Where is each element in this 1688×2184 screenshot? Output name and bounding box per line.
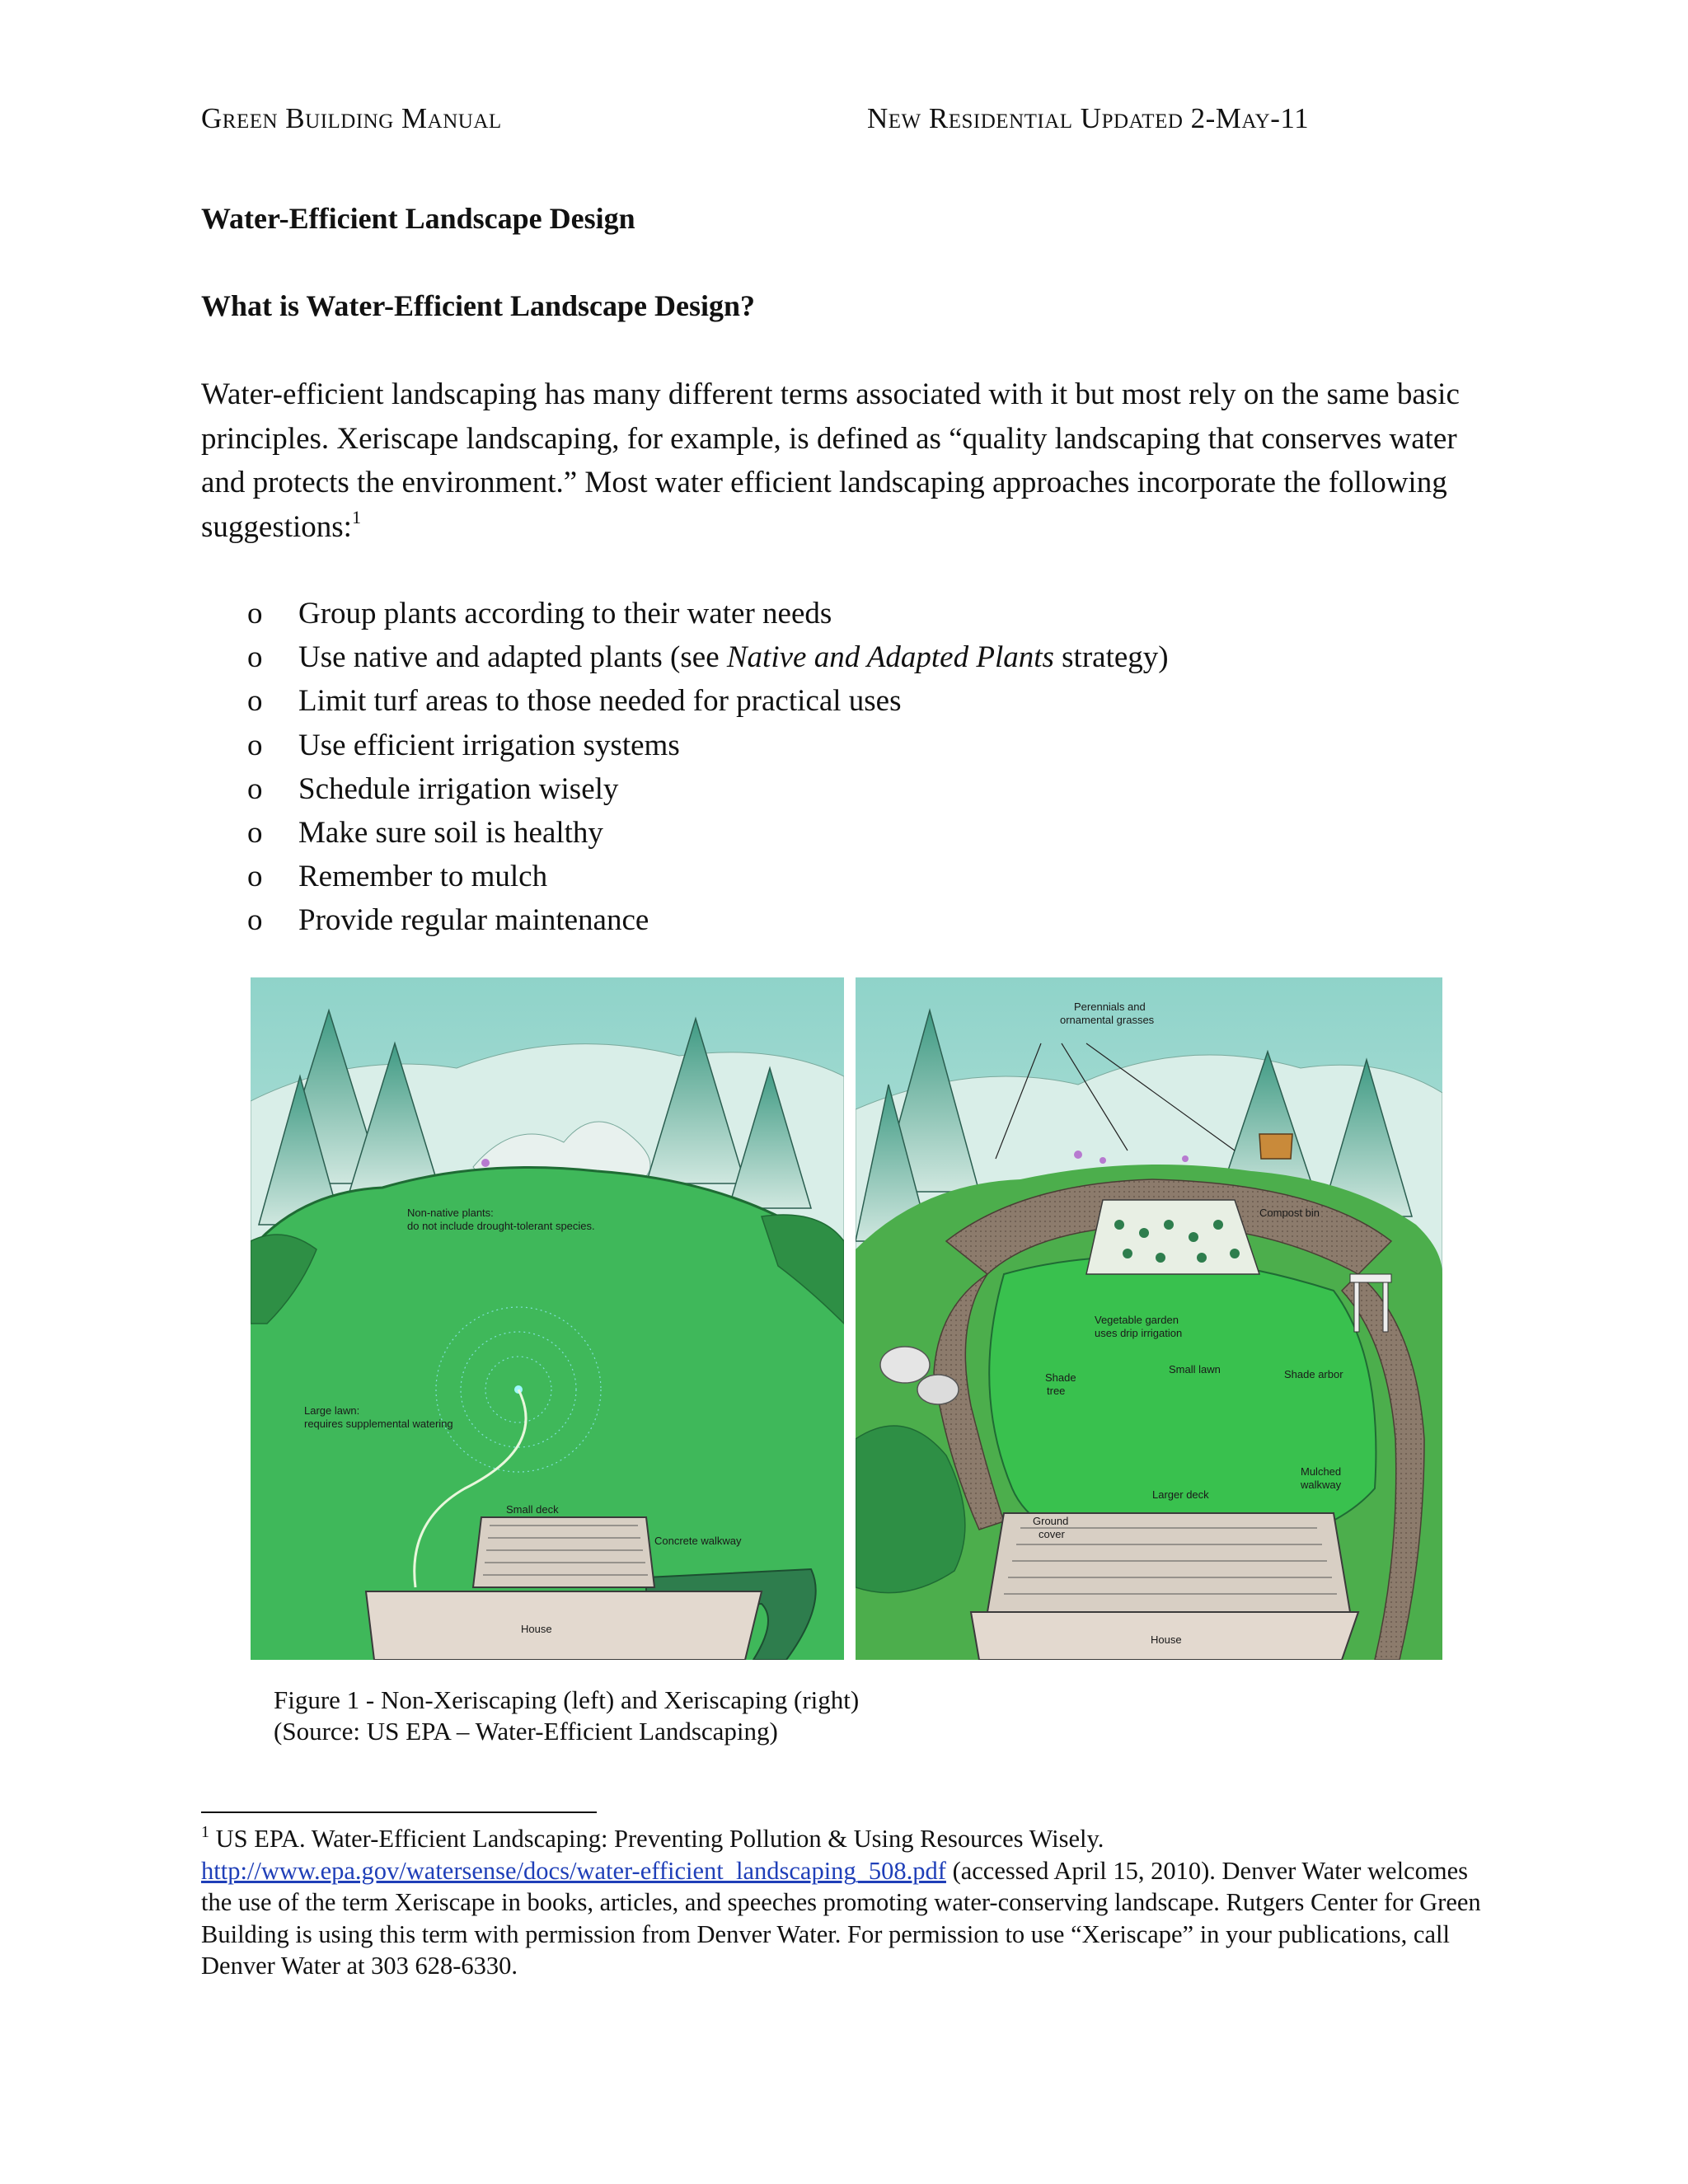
bullet-marker: o (247, 684, 263, 719)
label-vegetable-garden-2: uses drip irrigation (1095, 1327, 1183, 1339)
caption-line-2: (Source: US EPA – Water-Efficient Landscaping) (274, 1717, 778, 1746)
label-compost-bin: Compost bin (1259, 1207, 1320, 1219)
footnote-ref[interactable]: 1 (351, 506, 361, 527)
section-title: Water-Efficient Landscape Design (201, 202, 635, 235)
xeriscape-drawing (856, 977, 1442, 1660)
list-item: o Make sure soil is healthy (201, 811, 1169, 855)
label-concrete-walkway: Concrete walkway (654, 1535, 742, 1547)
label-house: House (521, 1623, 552, 1635)
xeriscape-illustration (856, 977, 1442, 1660)
intro-paragraph (201, 373, 1503, 549)
strategy-reference: Native and Adapted Plants (726, 640, 1054, 675)
footnote (201, 1823, 1503, 1982)
label-shade-tree-1: Shade (1045, 1371, 1076, 1384)
label-ground-cover-1: Ground (1033, 1515, 1069, 1527)
footnote-text-1: US EPA. Water-Efficient Landscaping: Preventing Pollution & Using Resources Wisely. (209, 1825, 1104, 1853)
label-perennials-2: ornamental grasses (1060, 1014, 1155, 1026)
list-item: o Use native and adapted plants (see Native and Adapted Plants strategy) (201, 635, 1169, 679)
epa-document-link[interactable]: http://www.epa.gov/watersense/docs/water-efficient_landscaping_508.pdf (201, 1856, 946, 1885)
header-left: Green Building Manual (201, 102, 502, 134)
bullet-marker: o (247, 815, 263, 850)
bullet-marker: o (247, 860, 263, 894)
section-subtitle: What is Water-Efficient Landscape Design? (201, 289, 755, 322)
label-ground-cover-2: cover (1039, 1528, 1065, 1540)
label-larger-deck: Larger deck (1152, 1488, 1209, 1501)
intro-text: Water-efficient landscaping has many different terms associated with it but most rely on the same basic principles. Xeriscape landscaping, for example, is defined as “quality landscaping that conserves water and protects the environment.” Most water efficient landscaping approaches incorporate the following suggestions: (201, 377, 1460, 544)
caption-line-1: Figure 1 - Non-Xeriscaping (left) and Xeriscaping (right) (274, 1685, 860, 1714)
bullet-marker: o (247, 640, 263, 675)
label-perennials-1: Perennials and (1074, 1001, 1146, 1013)
non-xeriscape-drawing (251, 977, 844, 1660)
footnote-text-2: (accessed April 15, 2010). Denver Water welcomes the use of the term Xeriscape in books, articles, and speeches promoting water-conserving landscape. Rutgers Center for Green Building is using this term with permission from Denver Water. For permission to use “Xeriscape” in your publications, call Denver Water at 303 628-6330. (201, 1856, 1481, 1980)
label-vegetable-garden-1: Vegetable garden (1095, 1314, 1179, 1326)
list-item: o Provide regular maintenance (201, 898, 1169, 942)
label-mulched-walkway-2: walkway (1301, 1479, 1342, 1491)
label-nonnative-1: Non-native plants: (407, 1207, 494, 1219)
list-item: o Use efficient irrigation systems (201, 724, 1169, 767)
bullet-marker: o (247, 728, 263, 762)
label-small-deck: Small deck (506, 1503, 559, 1516)
label-large-lawn-2: requires supplemental watering (304, 1418, 453, 1430)
label-small-lawn: Small lawn (1169, 1363, 1221, 1376)
header-right: New Residential Updated 2-May-11 (867, 102, 1310, 134)
footnote-number: 1 (201, 1823, 209, 1841)
list-item: o Schedule irrigation wisely (201, 767, 1169, 811)
label-shade-tree-2: tree (1047, 1385, 1066, 1397)
list-item: o Limit turf areas to those needed for practical uses (201, 679, 1169, 723)
label-nonnative-2: do not include drought-tolerant species. (407, 1220, 595, 1232)
footnote-divider (201, 1811, 597, 1813)
list-item: o Remember to mulch (201, 855, 1169, 898)
list-item: o Group plants according to their water needs (201, 592, 1169, 635)
bullet-marker: o (247, 597, 263, 630)
figure-caption (274, 1685, 859, 1747)
non-xeriscape-illustration (251, 977, 844, 1660)
label-shade-arbor: Shade arbor (1284, 1368, 1343, 1380)
label-mulched-walkway-1: Mulched (1301, 1465, 1342, 1478)
bullet-marker: o (247, 903, 263, 938)
suggestions-list (201, 592, 1169, 943)
bullet-marker: o (247, 771, 263, 806)
label-house: House (1151, 1633, 1182, 1646)
label-large-lawn-1: Large lawn: (304, 1404, 360, 1417)
